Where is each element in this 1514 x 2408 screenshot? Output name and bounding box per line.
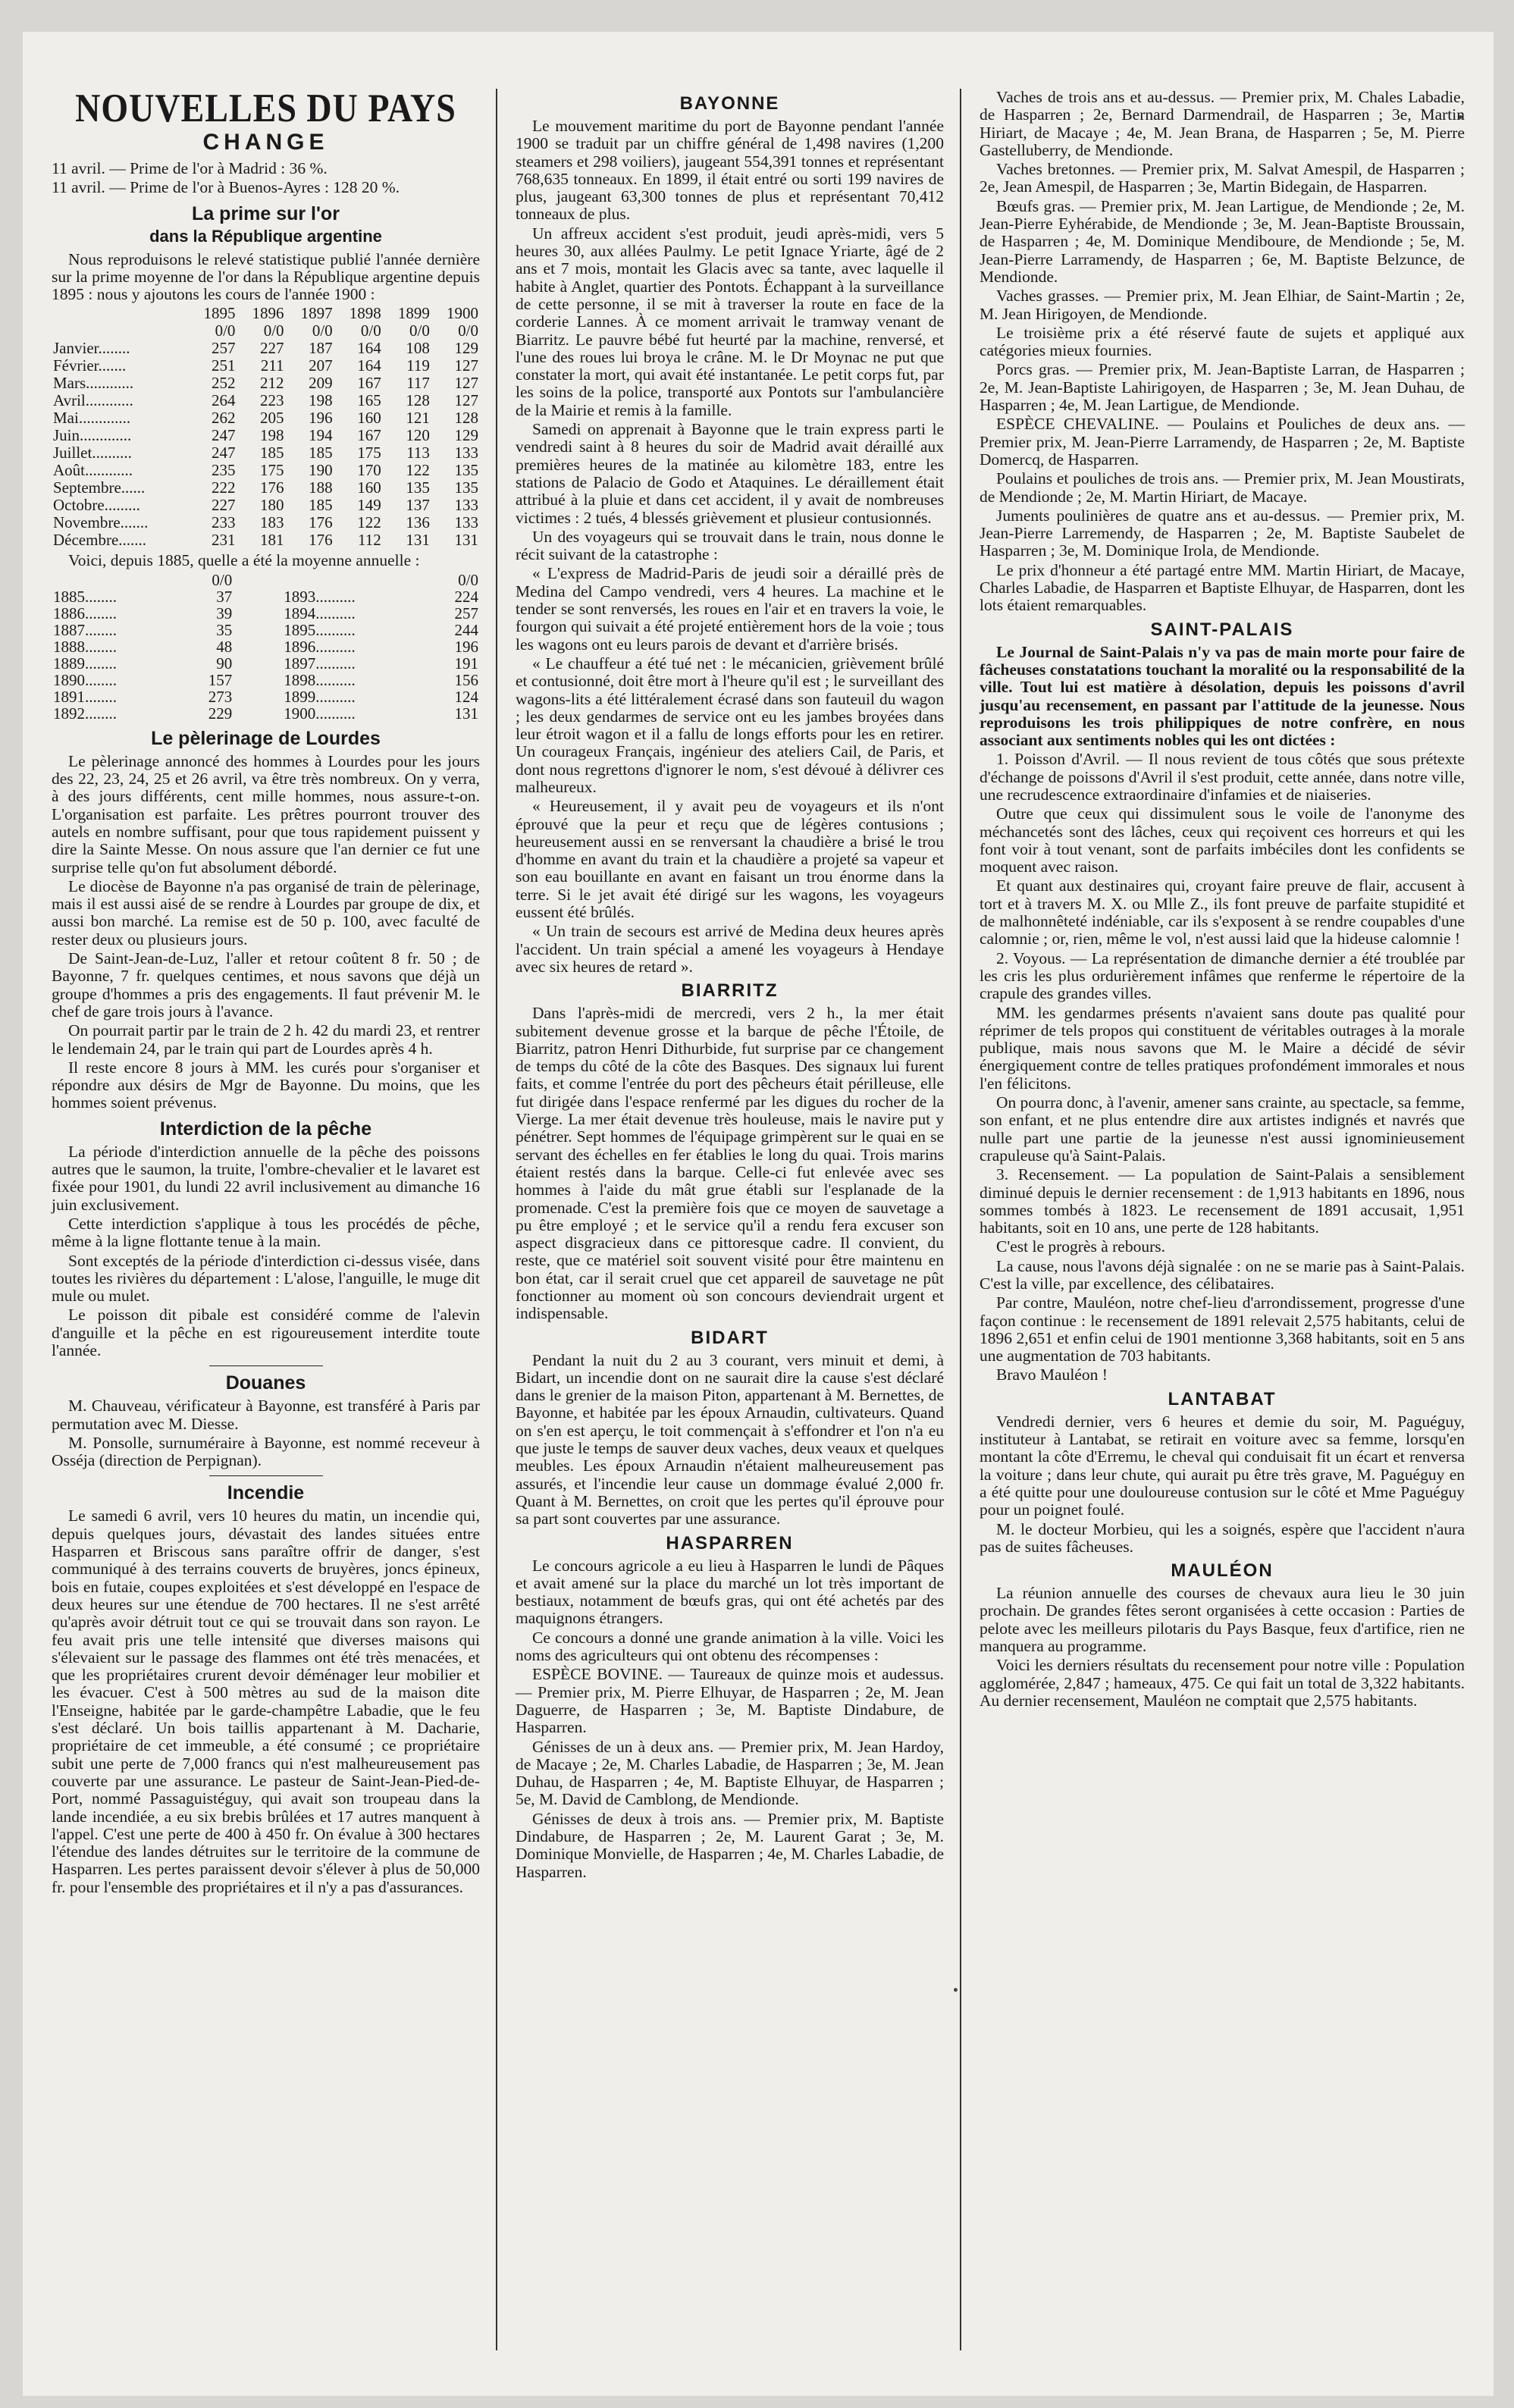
value-cell: 39 [216, 604, 233, 622]
value-cell: 113 [406, 444, 430, 462]
column-1 [52, 86, 480, 2373]
value-cell: 257 [454, 604, 478, 622]
table-row [52, 462, 480, 479]
paragraph: La réunion annuelle des courses de chevaux aura lieu le 30 juin prochain. De grandes fêtes seront organisées à cette occasion : Parties de pelote avec les meilleurs pilotaris du Pays Basque, feux d'artifice, rien ne manquera au programme. [980, 1584, 1465, 1656]
paragraph: Un des voyageurs qui se trouvait dans le train, nous donne le récit suivant de la catastrophe : [516, 527, 944, 564]
table-row [52, 514, 480, 531]
section-title-biarritz: BIARRITZ [681, 980, 779, 1002]
saint-palais-intro: Le Journal de Saint-Palais n'y va pas de main morte pour faire de fâcheuses constatations touchant la moralité ou la responsabilité de la ville. Tout lui est matière à désolation, depuis les poissons d'avril jusqu'au recensement, en passant par l'attitude de la jeunesse. Nous reproduisons les trois philippiques de notre confrère, en nous associant aux sentiments nobles qui les ont dictées : [980, 642, 1465, 750]
month-cell: Juillet.......... [53, 444, 132, 462]
year-header: 1896 [252, 304, 284, 323]
paragraph: Par contre, Mauléon, notre chef-lieu d'arrondissement, progresse d'une façon continue : le recensement de 1891 relevait 2,575 habitants, celui de 1896 2,651 et enfin celui de 1901 mentionne 3,368 habitants, soit en 5 ans une augmentation de 703 habitants. [980, 1293, 1465, 1365]
change-line: 11 avril. — Prime de l'or à Buenos-Ayres : 128 20 %. [52, 178, 400, 197]
month-cell: Février....... [53, 356, 127, 375]
prime-annual-table [52, 572, 480, 722]
table-row [52, 409, 480, 427]
value-cell: 224 [454, 587, 478, 606]
section-title-incendie: Incendie [227, 1482, 305, 1504]
value-cell: 198 [260, 426, 284, 445]
pelerinage-body [52, 753, 480, 1112]
table-unit-row [52, 572, 480, 588]
value-cell: 133 [454, 496, 478, 515]
paragraph: Il reste encore 8 jours à MM. les curés pour s'organiser et répondre aux désirs de Mgr de Bayonne. Du moins, que les hommes soient prévenus. [52, 1058, 480, 1112]
month-cell: Janvier........ [53, 339, 130, 358]
section-title-pelerinage: Le pèlerinage de Lourdes [151, 727, 381, 749]
paragraph: Le pèlerinage annoncé des hommes à Lourdes pour les jours des 22, 23, 24, 25 et 26 avril, va être très nombreux. On y verra, à des jours différents, cent mille hommes, nous assure-t-on. L'organisation est parfaite. Les prêtres pourront trouver des autels en nombre suffisant, pour que tous rapidement puissent y dire la Sainte Messe. On nous assure que l'an dernier ce fut une surprise telle qu'on fut absolument débordé. [52, 751, 480, 876]
value-cell: 247 [211, 444, 236, 462]
value-cell: 187 [309, 339, 333, 358]
value-cell: 120 [406, 426, 430, 445]
year-cell: 1896.......... [284, 637, 356, 656]
paragraph: Ce concours a donné une grande animation à la ville. Voici les noms des agriculteurs qui ont obtenu des récompenses : [516, 1628, 944, 1665]
value-cell: 160 [357, 409, 381, 428]
paragraph: Sont exceptés de la période d'interdiction ci-dessus visée, dans toutes les rivières du département : L'alose, l'anguille, le muge dit mule ou mulet. [52, 1251, 480, 1306]
paragraph: ESPÈCE BOVINE. — Taureaux de quinze mois et audessus. — Premier prix, M. Pierre Elhuyar, de Hasparren ; 2e, M. Jean Daguerre, de Hasparren ; 3e, M. Baptiste Dindabure, de Hasparren. [516, 1665, 944, 1737]
value-cell: 262 [211, 409, 236, 428]
paragraph: Le mouvement maritime du port de Bayonne pendant l'année 1900 se traduit par un chiffre général de 1,498 navires (1,200 steamers et 298 voiliers), jaugeant 554,391 tonnes et représentant 768,635 tonneaux. En 1899, il était entré ou sorti 199 navires de plus, jaugeant 63,300 tonnes de plus et représentant 70,412 tonneaux de plus. [516, 117, 944, 224]
section-title-prime: La prime sur l'or [192, 202, 340, 224]
value-cell: 229 [208, 704, 233, 723]
paragraph: C'est le progrès à rebours. [996, 1237, 1165, 1256]
value-cell: 180 [260, 496, 284, 515]
month-cell: Août............ [53, 461, 133, 480]
table-row [52, 427, 480, 444]
lantabat-body [980, 1413, 1465, 1556]
masthead: NOUVELLES DU PAYS [75, 86, 456, 130]
value-cell: 257 [211, 339, 236, 358]
value-cell: 175 [357, 444, 381, 462]
paragraph: Poulains et pouliches de trois ans. — Premier prix, M. Jean Moustirats, de Mendionde ; 2e, M. Martin Hiriart, de Macaye. [980, 469, 1465, 506]
year-cell: 1888........ [53, 637, 117, 656]
value-cell: 247 [211, 426, 236, 445]
table-row [52, 605, 480, 622]
paragraph: Vendredi dernier, vers 6 heures et demie du soir, M. Paguéguy, instituteur à Lantabat, se retirait en voiture avec sa femme, lorsqu'en montant la côte d'Erremu, le cheval qui conduisait fit un écart et renversa la voiture ; dans leur chute, qui aurait pu être très grave, M. Paguéguy en a été quitte pour une douloureuse contusion sur le côté et Mme Paguéguy pour un poignet foulé. [980, 1412, 1465, 1519]
section-subtitle-prime: dans la République argentine [149, 226, 382, 246]
value-cell: 131 [454, 531, 478, 550]
month-cell: Novembre....... [53, 513, 149, 532]
table-row [52, 588, 480, 605]
value-cell: 223 [260, 391, 284, 410]
value-cell: 122 [406, 461, 430, 480]
value-cell: 196 [309, 409, 333, 428]
spacer-cell [234, 588, 282, 605]
table-row [52, 655, 480, 672]
table-row [52, 375, 480, 392]
prime-monthly-table [52, 305, 480, 549]
paragraph: 1. Poisson d'Avril. — Il nous revient de tous côtés que sous prétexte d'échange de poissons d'Avril il s'est produit, cette année, dans notre ville, une recrudescence extraordinaire d'infamies et de niaiseries. [980, 750, 1465, 804]
value-cell: 131 [406, 531, 430, 550]
value-cell: 128 [454, 409, 478, 428]
value-cell: 167 [357, 374, 381, 393]
unit-header: 0/0 [263, 321, 284, 340]
paragraph: Génisses de un à deux ans. — Premier prix, M. Jean Hardoy, de Macaye ; 2e, M. Charles Labadie, de Hasparren ; 3e, M. Jean Duhau, de Hasparren ; 4e, M. Baptiste Elhuyar, de Hasparren ; 5e, M. David de Camblong, de Mendionde. [516, 1737, 944, 1809]
paragraph: Vaches grasses. — Premier prix, M. Jean Elhiar, de Saint-Martin ; 2e, M. Jean Hirigoyen, de Mendionde. [980, 287, 1465, 323]
year-header: 1900 [447, 304, 478, 323]
section-title-mauleon: MAULÉON [1171, 1560, 1274, 1582]
value-cell: 127 [454, 374, 478, 393]
table-row [52, 531, 480, 549]
value-cell: 251 [211, 356, 236, 375]
year-cell: 1899.......... [284, 687, 356, 706]
paragraph: MM. les gendarmes présents n'avaient sans doute pas qualité pour réprimer de tels propos qui constituent de véritables outrages à la morale publique, mais nous savons que M. le Maire a décidé de sévir énergiquement contre de telles pratiques profondément immorales et nous l'en félicitons. [980, 1003, 1465, 1093]
unit-header: 0/0 [312, 321, 333, 340]
value-cell: 185 [309, 444, 333, 462]
value-cell: 133 [454, 444, 478, 462]
value-cell: 222 [211, 478, 236, 497]
table-row [52, 392, 480, 409]
value-cell: 135 [406, 478, 430, 497]
month-cell: Mai............. [53, 409, 131, 428]
value-cell: 135 [454, 461, 478, 480]
paragraph: « Un train de secours est arrivé de Medina deux heures après l'accident. Un train spécial a amené les voyageurs à Hendaye avec six heures de retard ». [516, 922, 944, 976]
paragraph: M. Chauveau, vérificateur à Bayonne, est transféré à Paris par permutation avec M. Diesse. [52, 1397, 480, 1433]
value-cell: 122 [357, 513, 381, 532]
value-cell: 129 [454, 426, 478, 445]
year-cell: 1895.......... [284, 620, 356, 639]
paragraph: « Le chauffeur a été tué net : le mécanicien, grièvement brûlé et contusionné, doit être mort à l'heure qu'il est ; le surveillant des wagons-lits a été littéralement écrasé dans son fauteuil du wagon ; les deux gendarmes de service ont eu les jambes broyées dans leur étroit wagon et il a fallu de longs efforts pour les en retirer. Un courageux Français, ingénieur des ateliers Cail, de Paris, et dont nous regrettons d'ignorer le nom, s'est dévoué à délivrer ces malheureux. [516, 654, 944, 796]
value-cell: 121 [406, 409, 430, 428]
column-rule [960, 89, 961, 2350]
value-cell: 185 [260, 444, 284, 462]
value-cell: 136 [406, 513, 430, 532]
value-cell: 194 [309, 426, 333, 445]
paragraph: M. le docteur Morbieu, qui les a soignés, espère que l'accident n'aura pas de suites fâcheuses. [980, 1519, 1465, 1556]
value-cell: 207 [309, 356, 333, 375]
year-cell: 1893.......... [284, 587, 356, 606]
paragraph: Porcs gras. — Premier prix, M. Jean-Baptiste Larran, de Hasparren ; 2e, M. Jean-Baptiste Lahirigoyen, de Hasparren ; 3e, M. Jean Duhau, de Hasparren ; 4e, M. Jean Lartigue, de Mendionde. [980, 360, 1465, 415]
value-cell: 48 [216, 637, 233, 656]
spacer-cell [234, 605, 282, 622]
hasparren-body [516, 1557, 944, 1881]
paragraph: Dans l'après-midi de mercredi, vers 2 h., la mer était subitement devenue grosse et la barque de pêche l'Étoile, de Biarritz, patron Henri Dithurbide, fut surprise par ce changement de temps du côté de la côte des Basques. Des signaux lui furent faits, et comme l'entrée du port des pêcheurs était périlleuse, elle fut dirigée dans l'espace renfermé par les digues du rocher de la Vierge. La mer était devenue très houleuse, mais le navire put y pénétrer. Sept hommes de l'équipage grimpèrent sur le quai en se servant des échelles en fer établies le long du quai. Trois marins étaient restés dans la barque. Celle-ci fut enlevée avec ses hommes à l'aide du mât grue établi sur l'esplanade de la promenade. C'est la première fois que ce moyen de sauvetage a pu être employé ; et le service qu'il a rendu fera excuser son aspect disgracieux dans ce pittoresque cadre. Il convient, du reste, que ce matériel soit souvent visité pour être maintenu en bon état, car il serait cruel que cet appareil de sauvetage ne pût fonctionner au moment où son concours deviendrait urgent et indispensable. [516, 1004, 944, 1323]
peche-body [52, 1143, 480, 1360]
paragraph: Samedi on apprenait à Bayonne que le train express parti le vendredi saint à 8 heures du soir de Madrid avait déraillé aux premières heures de la matinée au kilomètre 183, entre les stations de Palacio de Godo et Ataquines. Le déraillement était attribué à la pluie et dans cet accident, il y avait de nombreuses victimes : 2 tués, 4 blessés grièvement et plusieur contusionnés. [516, 420, 944, 527]
paragraph: Et quant aux destinaires qui, croyant faire preuve de flair, accusent à tort et à travers M. X. ou Mlle Z., ils font preuve de parfaite stupidité et de malhonnêteté indéniable, car ils s'exposent à se rendre coupables d'une calomnie ; or, rien, même le vol, n'est aussi laid que la hideuse calomnie ! [980, 876, 1465, 948]
value-cell: 233 [211, 513, 236, 532]
prime-intro: Nous reproduisons le relevé statistique publié l'année dernière sur la prime moyenne de l'or dans la République argentine depuis 1895 : nous y ajoutons les cours de l'année 1900 : [52, 249, 480, 304]
paragraph: Génisses de deux à trois ans. — Premier prix, M. Baptiste Dindabure, de Hasparren ; 2e, M. Laurent Garat ; 3e, M. Dominique Monvielle, de Hasparren ; 4e, M. Charles Labadie, de Hasparren. [516, 1809, 944, 1881]
paragraph: Juments poulinières de quatre ans et au-dessus. — Premier prix, M. Jean-Pierre Larremendy, de Hasparren ; 2e, M. Baptiste Saubelet de Hasparren ; 3e, M. Dominique Irola, de Mendionde. [980, 506, 1465, 560]
table-row [52, 479, 480, 497]
saint-palais-body [980, 751, 1465, 1384]
value-cell: 252 [211, 374, 236, 393]
value-cell: 167 [357, 426, 381, 445]
section-title-saint-palais: SAINT-PALAIS [1150, 619, 1294, 640]
value-cell: 149 [357, 496, 381, 515]
paragraph: On pourra donc, à l'avenir, amener sans crainte, au spectacle, sa femme, son enfant, et ne plus entendre dire aux artistes indignés et navrés que nulle part une partie de la jeunesse n'est aussi ignominieusement crapuleuse qu'à Saint-Palais. [980, 1093, 1465, 1165]
paragraph: Le diocèse de Bayonne n'a pas organisé de train de pèlerinage, mais il est aussi aisé de se rendre à Lourdes par groupe de dix, et aussi bon marché. La remise est de 50 p. 100, avec faculté de rester deux ou plusieurs jours. [52, 876, 480, 948]
paragraph: ESPÈCE CHEVALINE. — Poulains et Pouliches de deux ans. — Premier prix, M. Jean-Pierre Larramendy, de Hasparren ; 2e, M. Baptiste Domercq, de Hasparren. [980, 415, 1465, 469]
value-cell: 129 [454, 339, 478, 358]
section-title-bidart: BIDART [691, 1327, 769, 1348]
value-cell: 135 [454, 478, 478, 497]
bayonne-body [516, 118, 944, 976]
mauleon-body [980, 1585, 1465, 1710]
spacer-cell [234, 688, 282, 705]
value-cell: 209 [309, 374, 333, 393]
value-cell: 205 [260, 409, 284, 428]
incendie-body [52, 1507, 480, 1896]
table-corner-cell [282, 572, 428, 588]
month-cell: Septembre...... [53, 478, 146, 497]
table-row [52, 444, 480, 462]
spacer-cell [234, 638, 282, 655]
section-title-lantabat: LANTABAT [1168, 1388, 1277, 1409]
value-cell: 156 [454, 670, 478, 689]
year-header: 1897 [300, 304, 333, 323]
value-cell: 211 [260, 356, 284, 375]
value-cell: 127 [454, 391, 478, 410]
change-line: 11 avril. — Prime de l'or à Madrid : 36 %. [52, 159, 328, 177]
year-cell: 1886........ [53, 604, 117, 622]
year-cell: 1885........ [53, 587, 117, 606]
paragraph: Bravo Mauléon ! [996, 1365, 1108, 1384]
paragraph: Un affreux accident s'est produit, jeudi après-midi, vers 5 heures 30, aux allées Paulmy. Le petit Ignace Yriarte, âgé de 2 ans et 7 mois, montait les Glacis avec sa tante, avec laquelle il habite à Anglet, quartier des Pontots. Échappant à la surveillance de cette personne, il se mit à traverser la route en face de la corderie Lannes. À ce moment arrivait le tramway venant de Biarritz. Le pauvre bébé fut heurté par la machine, renversé, et l'une des roues lui broya le crâne. M. le Dr Moynac ne put que constater la mort, qui avait été instantanée. Le petit corps fut, par les soins de la police, transporté aux Pontots sur l'ambulancière de la Mairie et remis à la famille. [516, 224, 944, 419]
month-cell: Juin............. [53, 426, 132, 445]
paragraph: Cette interdiction s'applique à tous les procédés de pêche, même à la ligne flottante tenue à la main. [52, 1214, 480, 1251]
value-cell: 183 [260, 513, 284, 532]
year-cell: 1890........ [53, 670, 117, 689]
ink-dot [954, 1988, 958, 1992]
month-cell: Octobre......... [53, 496, 140, 515]
value-cell: 235 [211, 461, 236, 480]
paragraph: Le samedi 6 avril, vers 10 heures du matin, un incendie qui, depuis quelques jours, dévastait des landes situées entre Hasparren et Briscous sans paraître offrir de danger, s'est communiqué à des terrains couverts de bruyères, joncs épineux, bois en futaie, coupes exploitées et s'est développé en l'espace de deux heures sur une étendue de 700 hectares. Il ne s'est arrêté qu'après avoir détruit tout ce qui se trouvait dans son rayon. Le feu avait pris une telle intensité que diverses maisons qui s'élevaient sur le passage des flammes ont été très menacées, et que les propriétaires crurent devoir déménager leur mobilier et les évacuer. C'est à 500 mètres au sud de la maison dite l'Enseigne, habitée par le garde-champêtre Labadie, que le feu s'est déclaré. Un bois taillis appartenant à M. Dacharie, propriétaire de cet immeuble, a été consumé ; ce propriétaire subit une perte de 7,000 francs qui n'est malheureusement pas couverte par une assurance. Le pasteur de Saint-Jean-Pied-de-Port, nommé Passaguistéguy, qui avait son troupeau dans la lande incendiée, a eu six brebis brûlées et 17 autres manquent à l'appel. C'est une perte de 400 à 450 fr. On évalue à 300 hectares l'étendue des landes détruites sur le territoire de la commune de Hasparren. Les pertes paraissent devoir s'élever à plus de 50,000 fr. pour l'ensemble des propriétaires et il n'y a pas d'assurances. [52, 1507, 480, 1896]
avg-intro: Voici, depuis 1885, quelle a été la moyenne annuelle : [68, 551, 420, 570]
month-cell: Mars............ [53, 374, 134, 393]
paragraph: Le prix d'honneur a été partagé entre MM. Martin Hiriart, de Macaye, Charles Labadie, de Hasparren et Baptiste Elhuyar, de Hasparren, dont les lots étaient remarquables. [980, 560, 1465, 615]
value-cell: 190 [309, 461, 333, 480]
spacer-cell [234, 655, 282, 672]
value-cell: 188 [309, 478, 333, 497]
value-cell: 176 [309, 513, 333, 532]
unit-header: 0/0 [212, 570, 233, 589]
section-title-peche: Interdiction de la pêche [159, 1118, 372, 1140]
year-cell: 1887........ [53, 620, 117, 639]
year-header: 1898 [349, 304, 381, 323]
year-cell: 1897.......... [284, 654, 356, 673]
table-corner-cell [52, 322, 188, 340]
paragraph: 2. Voyous. — La représentation de dimanche dernier a été troublée par les cris les plus ordurièrement infâmes que renferme le répertoire de la crapule des grandes villes. [980, 948, 1465, 1003]
table-row [52, 357, 480, 375]
biarritz-body [516, 1005, 944, 1322]
paragraph: La cause, nous l'avons déjà signalée : on ne se marie pas à Saint-Palais. C'est la ville, par excellence, des célibataires. [980, 1256, 1465, 1293]
year-header: 1895 [203, 304, 236, 323]
paragraph: Le concours agricole a eu lieu à Hasparren le lundi de Pâques et avait amené sur la place du marché un lot très important de bestiaux, notamment de bœufs gras, qui ont été achetés par des maquignons étrangers. [516, 1556, 944, 1628]
value-cell: 119 [406, 356, 430, 375]
value-cell: 131 [454, 704, 478, 723]
value-cell: 108 [406, 339, 430, 358]
paragraph: « L'express de Madrid-Paris de jeudi soir a déraillé près de Medina del Campo vendredi, vers 4 heures. La machine et le tender se sont renversés, les roues en l'air et en travers la voie, le fourgon qui suivait a été projeté entièrement hors de la voie ; tous les wagons ont eu leurs parois de devant et d'arrière brisés. [516, 564, 944, 654]
unit-header: 0/0 [360, 321, 381, 340]
value-cell: 90 [216, 654, 233, 673]
value-cell: 176 [309, 531, 333, 550]
table-corner-cell [234, 572, 282, 588]
section-title-bayonne: BAYONNE [679, 93, 780, 114]
value-cell: 164 [357, 356, 381, 375]
table-row [52, 622, 480, 638]
value-cell: 264 [211, 391, 236, 410]
column-3 [980, 89, 1465, 2373]
paragraph: On pourrait partir par le train de 2 h. 42 du mardi 23, et rentrer le lendemain 24, par le train qui part de Lourdes après 4 h. [52, 1021, 480, 1058]
year-cell: 1898.......... [284, 670, 356, 689]
table-row [52, 497, 480, 514]
value-cell: 164 [357, 339, 381, 358]
table-row [52, 705, 480, 722]
value-cell: 273 [208, 687, 233, 706]
value-cell: 117 [406, 374, 430, 393]
value-cell: 175 [260, 461, 284, 480]
value-cell: 165 [357, 391, 381, 410]
unit-header: 0/0 [458, 321, 478, 340]
year-cell: 1889........ [53, 654, 117, 673]
table-header-row [52, 305, 480, 322]
value-cell: 212 [260, 374, 284, 393]
paragraph: « Heureusement, il y avait peu de voyageurs et ils n'ont éprouvé que la peur et reçu que de légères contusions ; heureusement aussi en se renversant la chaudière a brisé le trou d'homme en avant du train et la chaudière a projeté sa vapeur et son eau bouillante en avant en faisant un trou énorme dans la terre. Si le jet avait été dirigé sur les wagons, les voyageurs eussent été brûlés. [516, 797, 944, 922]
value-cell: 112 [358, 531, 381, 550]
month-cell: Avril............ [53, 391, 133, 410]
value-cell: 157 [208, 670, 233, 689]
value-cell: 137 [406, 496, 430, 515]
paragraph: La période d'interdiction annuelle de la pêche des poissons autres que le saumon, la truite, l'ombre-chevalier et le lavaret est fixée pour 1901, du lundi 22 avril inclusivement au dimanche 16 juin exclusivement. [52, 1142, 480, 1214]
table-row [52, 672, 480, 688]
bidart-body [516, 1352, 944, 1529]
value-cell: 127 [454, 356, 478, 375]
separator [209, 1475, 323, 1476]
column-rule [496, 89, 497, 2350]
paragraph: Outre que ceux qui dissimulent sous le voile de l'anonyme des méchancetés sont des lâches, ceux qui reçoivent ces horreurs et qui les font voir à tout venant, sont de parfaits imbéciles dont les confidents se moquent avec raison. [980, 804, 1465, 876]
section-title-change: CHANGE [202, 130, 329, 155]
value-cell: 170 [357, 461, 381, 480]
newspaper-page [23, 32, 1494, 2396]
separator [209, 1365, 323, 1366]
spacer-cell [234, 672, 282, 688]
year-cell: 1900.......... [284, 704, 356, 723]
value-cell: 181 [260, 531, 284, 550]
value-cell: 176 [260, 478, 284, 497]
paragraph: Pendant la nuit du 2 au 3 courant, vers minuit et demi, à Bidart, un incendie dont on ne saurait dire la cause s'est déclaré dans le grenier de la maison Piton, appartenant à M. Bernettes, de Bayonne, et habitée par les époux Arnaudin, cultivateurs. Quand on s'en est aperçu, le toit commençait à s'effondrer et l'on n'a eu que juste le temps de sauver deux vaches, deux veaux et quelques meubles. Les époux Arnaudin n'étaient malheureusement pas assurés, et l'incendie leur cause un dommage évalué 2,000 fr. Quant à M. Bernettes, on croit que les pertes qu'il éprouve pour sa part sont couvertes par une assurance. [516, 1350, 944, 1529]
paragraph: 3. Recensement. — La population de Saint-Palais a sensiblement diminué depuis le dernier recensement : de 1,913 habitants en 1896, nous sommes tombés à 1823. Le recensement de 1891 accusait, 1,951 habitants, soit en 10 ans, une perte de 128 habitants. [980, 1165, 1465, 1237]
value-cell: 227 [211, 496, 236, 515]
paragraph: Bœufs gras. — Premier prix, M. Jean Lartigue, de Mendionde ; 2e, M. Jean-Pierre Eyhérabide, de Mendionde ; 3e, M. Jean-Baptiste Broussain, de Hasparren ; 4e, M. Dominique Mendiboure, de Mendionde ; 5e, M. Jean-Pierre Larramendy, de Hasparren ; 6e, M. Baptiste Belzunce, de Mendionde. [980, 196, 1465, 286]
value-cell: 196 [454, 637, 478, 656]
year-cell: 1894.......... [284, 604, 356, 622]
paragraph: Voici les derniers résultats du recensement pour notre ville : Population agglomérée, 2,847 ; hameaux, 475. Ce qui fait un total de 3,322 habitants. Au dernier recensement, Mauléon ne comptait que 2,575 habitants. [980, 1656, 1465, 1710]
year-cell: 1892........ [53, 704, 117, 723]
table-unit-row [52, 322, 480, 340]
year-header: 1899 [397, 304, 430, 323]
paragraph: Le troisième prix a été réservé faute de sujets et appliqué aux catégories mieux fournies. [980, 323, 1465, 360]
value-cell: 185 [309, 496, 333, 515]
paragraph: De Saint-Jean-de-Luz, l'aller et retour coûtent 8 fr. 50 ; de Bayonne, 7 fr. quelques centimes, et nous savons que déjà un groupe d'hommes a pris des engagements. Il faut prévenir M. le chef de gare trois jours à l'avance. [52, 949, 480, 1021]
section-title-hasparren: HASPARREN [666, 1532, 794, 1554]
unit-header: 0/0 [215, 321, 236, 340]
value-cell: 191 [454, 654, 478, 673]
section-title-douanes: Douanes [225, 1372, 306, 1394]
month-cell: Décembre....... [53, 531, 147, 550]
value-cell: 227 [260, 339, 284, 358]
paragraph: Vaches bretonnes. — Premier prix, M. Salvat Amespil, de Hasparren ; 2e, Jean Amespil, de Hasparren ; 3e, Martin Bidegain, de Hasparren. [980, 160, 1465, 196]
unit-header: 0/0 [409, 321, 430, 340]
value-cell: 124 [454, 687, 478, 706]
table-row [52, 688, 480, 705]
value-cell: 244 [454, 620, 478, 639]
column-2 [516, 89, 944, 2373]
spacer-cell [234, 622, 282, 638]
paragraph: Le poisson dit pibale est considéré comme de l'alevin d'anguille et la pêche en est rigoureusement interdite toute l'année. [52, 1306, 480, 1359]
table-corner-cell [52, 305, 188, 322]
spacer-cell [234, 705, 282, 722]
year-cell: 1891........ [53, 687, 117, 706]
value-cell: 198 [309, 391, 333, 410]
value-cell: 35 [216, 620, 233, 639]
value-cell: 160 [357, 478, 381, 497]
value-cell: 231 [211, 531, 236, 550]
value-cell: 133 [454, 513, 478, 532]
table-row [52, 638, 480, 655]
paragraph: Vaches de trois ans et au-dessus. — Premier prix, M. Chales Labadie, de Hasparren ; 2e, Bernard Darmendrail, de Hasparren ; 3e, Martin Hiriart, de Macaye ; 4e, M. Jean Brana, de Hasparren ; 5e, M. Pierre Gastelluberry, de Mendionde. [980, 88, 1465, 159]
value-cell: 128 [406, 391, 430, 410]
paragraph: M. Ponsolle, surnuméraire à Bayonne, est nommé receveur à Osséja (direction de Perpignan). [52, 1433, 480, 1470]
table-corner-cell [52, 572, 181, 588]
unit-header: 0/0 [458, 570, 478, 589]
hasparren-continued [980, 89, 1465, 615]
table-row [52, 340, 480, 357]
value-cell: 37 [216, 587, 233, 606]
douanes-body [52, 1397, 480, 1469]
